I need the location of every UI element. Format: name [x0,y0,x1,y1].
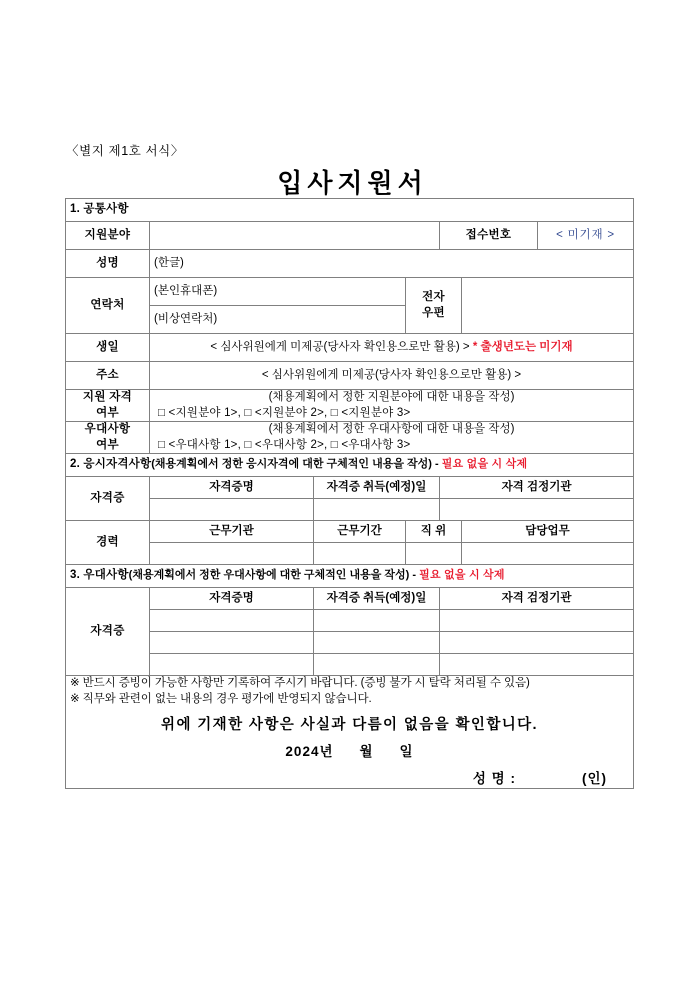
s3-cert-cell-date[interactable] [314,610,440,632]
qualify-label [66,390,150,422]
name-row [66,250,634,278]
footer-row [66,676,634,789]
contact-label: 연락처 [66,278,150,334]
form-note: 〈별지 제1호 서식〉 [66,144,184,158]
email-label [406,278,462,334]
s3-cert-col-name: 자격증명 [150,588,314,610]
s2-cert-col-date: 자격증 취득(예정)일 [314,477,440,499]
section1-title: 공통사항 [83,203,129,216]
qualify-label-line1: 지원 자격 [82,391,133,403]
section2-banner-row [66,454,634,477]
s2-career-data-row [66,543,634,565]
footer-block [66,676,634,789]
s2-career-col-position: 직 위 [406,521,462,543]
s2-cert-cell-date[interactable] [314,499,440,521]
section3-warning: 필요 없을 시 삭제 [419,569,505,582]
qualify-caption: (채용계획에서 정한 지원분야에 대한 내용을 작성) [268,391,515,403]
footer-signature-seal: (인) [581,770,608,786]
birth-note: < 심사위원에게 미제공(당사자 확인용으로만 활용) > [210,340,473,353]
address-value: < 심사위원에게 미제공(당사자 확인용으로만 활용) > [150,362,634,390]
email-input[interactable] [462,278,634,334]
section2-subtitle: (채용계획에서 정한 응시자격에 대한 구체적인 내용을 작성) - [151,458,442,471]
footer-signature-line [70,770,629,788]
footer-date-year: 2024년 [285,743,334,759]
s3-cert-data-row-3 [66,654,634,676]
s3-cert-col-org: 자격 검정기관 [440,588,634,610]
qualify-label-line2: 여부 [96,406,119,419]
s3-cert-data-row-1 [66,610,634,632]
qualify-checkbox-group[interactable]: □ <지원분야 1>, □ <지원분야 2>, □ <지원분야 3> [158,406,411,419]
prefer-content [150,422,634,454]
prefer-checkbox-group[interactable]: □ <우대사항 1>, □ <우대사항 2>, □ <우대사항 3> [158,438,411,451]
birth-value [150,334,634,362]
footer-date-line [70,743,629,761]
prefer-row [66,422,634,454]
s3-cert-cell-org[interactable] [440,632,634,654]
s3-cert-cell-org[interactable] [440,610,634,632]
qualify-row [66,390,634,422]
section3-heading [66,565,634,588]
s2-cert-col-name: 자격증명 [150,477,314,499]
section3-subtitle: (채용계획에서 정한 우대사항에 대한 구체적인 내용을 작성) - [128,569,420,582]
prefer-label-line2: 여부 [96,438,119,451]
s2-cert-col-org: 자격 검정기관 [440,477,634,499]
receipt-label: 접수번호 [440,222,538,250]
footer-note-1: ※ 반드시 증빙이 가능한 사항만 기록하여 주시기 바랍니다. (증빙 불가 시 탈락 처리될 수 있음) [70,677,530,690]
section3-number: 3. [70,569,80,582]
s2-cert-cell-org[interactable] [440,499,634,521]
s2-cert-data-row [66,499,634,521]
footer-date-month: 월 [359,743,374,759]
s2-cert-header-row [66,477,634,499]
contact-mobile-input[interactable]: (본인휴대폰) [150,278,406,306]
prefer-caption: (채용계획에서 정한 우대사항에 대한 내용을 작성) [268,423,515,436]
s2-career-cell-duty[interactable] [462,543,634,565]
name-label: 성명 [66,250,150,278]
address-row [66,362,634,390]
form-table [65,198,634,789]
footer-confirm-statement: 위에 기재한 사항은 사실과 다름이 없음을 확인합니다. [161,717,538,734]
s3-cert-cell-org[interactable] [440,654,634,676]
s3-cert-cell-date[interactable] [314,654,440,676]
s2-career-cell-position[interactable] [406,543,462,565]
section2-warning: 필요 없을 시 삭제 [441,458,528,471]
s3-cert-header-row [66,588,634,610]
contact-mobile-row [66,278,634,306]
s3-cert-cell-name[interactable] [150,654,314,676]
footer-date-day: 일 [399,743,414,759]
s2-career-cell-org[interactable] [150,543,314,565]
s3-cert-data-row-2 [66,632,634,654]
section1-banner-row [66,199,634,222]
s2-cert-cell-name[interactable] [150,499,314,521]
section1-number: 1. [70,203,80,216]
footer-note-2: ※ 직무와 관련이 없는 내용의 경우 평가에 반영되지 않습니다. [70,692,372,705]
section2-number: 2. [70,458,80,471]
receipt-value: < 미기재 > [538,222,634,250]
s3-cert-cell-date[interactable] [314,632,440,654]
s3-cert-label: 자격증 [66,588,150,676]
section1-heading [66,199,634,222]
s3-cert-cell-name[interactable] [150,610,314,632]
s2-cert-label: 자격증 [66,477,150,521]
birth-label: 생일 [66,334,150,362]
field-row [66,222,634,250]
birth-row [66,334,634,362]
application-form [65,198,633,789]
s3-cert-col-date: 자격증 취득(예정)일 [314,588,440,610]
field-input[interactable] [150,222,440,250]
prefer-label [66,422,150,454]
s2-career-col-org: 근무기관 [150,521,314,543]
footer-signature-label: 성 명 : [472,770,516,786]
section3-banner-row [66,565,634,588]
section2-heading [66,454,634,477]
address-label: 주소 [66,362,150,390]
s3-cert-cell-name[interactable] [150,632,314,654]
birth-warning: * 출생년도는 미기재 [472,340,573,353]
s2-career-cell-period[interactable] [314,543,406,565]
section2-title: 응시자격사항 [83,458,152,471]
email-label-line2: 우편 [422,306,445,319]
email-label-line1: 전자 [422,290,445,303]
prefer-label-line1: 우대사항 [84,423,131,436]
page-title: 입사지원서 [277,168,428,198]
contact-emergency-input[interactable]: (비상연락처) [150,306,406,334]
field-label: 지원분야 [66,222,150,250]
s2-career-header-row [66,521,634,543]
section3-title: 우대사항 [83,569,129,582]
qualify-content [150,390,634,422]
name-input[interactable]: (한글) [150,250,634,278]
s2-career-col-period: 근무기간 [314,521,406,543]
s2-career-col-duty: 담당업무 [462,521,634,543]
s2-career-label: 경력 [66,521,150,565]
